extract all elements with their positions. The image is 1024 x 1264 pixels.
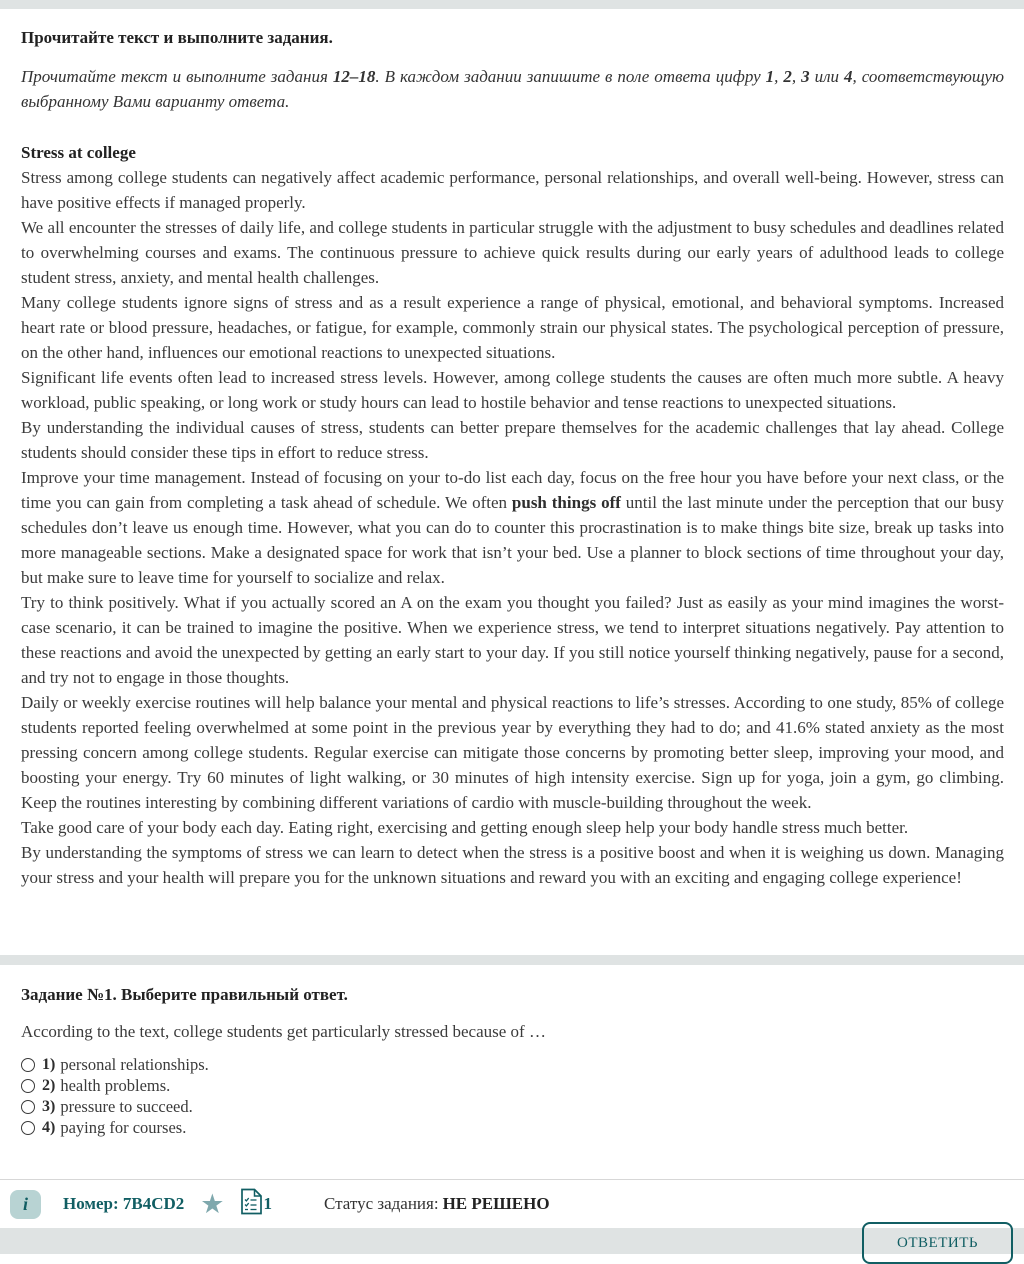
option-number: 4): [42, 1118, 56, 1136]
radio-button[interactable]: [21, 1100, 35, 1114]
section-divider-band: [0, 955, 1024, 965]
task-footer: [0, 1179, 1024, 1228]
article-title: Stress at college: [21, 143, 136, 162]
article-paragraph: Stress among college students can negatively affect academic performance, personal relationships, and overall well-being. However, stress can have positive effects if managed properly.: [21, 168, 1004, 212]
answer-option-4[interactable]: [21, 1117, 1004, 1138]
option-number: 2): [42, 1076, 56, 1094]
article-paragraph: Significant life events often lead to increased stress levels. However, among college students the causes are often much more subtle. A heavy workload, public speaking, or long work or study hours can lead to hostile behavior and tense reactions to unexpected situations.: [21, 368, 1004, 412]
option-label: paying for courses.: [60, 1117, 187, 1137]
digit-option: 4: [844, 67, 853, 86]
option-label: health problems.: [60, 1075, 171, 1095]
article-paragraph: We all encounter the stresses of daily life, and college students in particular struggle with the adjustment to busy schedules and deadlines related to overwhelming courses and exams. The continuous pressure to achieve quick results during our early years of adulthood leads to college student stress, anxiety, and mental health challenges.: [21, 218, 1004, 287]
radio-button[interactable]: [21, 1079, 35, 1093]
status-label: Статус задания:: [324, 1194, 439, 1213]
article: [21, 140, 1004, 890]
task-status: [324, 1194, 550, 1214]
reading-text-section: [0, 28, 1024, 890]
article-paragraph: By understanding the individual causes of stress, students can better prepare themselves for the academic challenges that lay ahead. College students should consider these tips in effort to reduce stress.: [21, 418, 1004, 462]
answer-option-1[interactable]: [21, 1054, 1004, 1075]
article-paragraph: By understanding the symptoms of stress we can learn to detect when the stress is a positive boost and when it is weighing us down. Managing your stress and your health will prepare you for the unknown situations and reward you with an exciting and engaging college experience!: [21, 843, 1004, 887]
answer-option-3[interactable]: [21, 1096, 1004, 1117]
option-label: pressure to succeed.: [60, 1096, 193, 1116]
info-icon[interactable]: i: [10, 1190, 41, 1219]
article-paragraph: Take good care of your body each day. Eating right, exercising and getting enough sleep help your body handle stress much better.: [21, 818, 909, 837]
question-prompt: According to the text, college students get particularly stressed because of …: [21, 1022, 546, 1041]
article-paragraph: Many college students ignore signs of stress and as a result experience a range of physical, emotional, and behavioral symptoms. Increased heart rate or blood pressure, headaches, or fatigue, for example, commonly strain our physical states. The psychological perception of pressure, on the other hand, influences our emotional reactions to unexpected situations.: [21, 293, 1004, 362]
answer-button[interactable]: ОТВЕТИТЬ: [862, 1222, 1013, 1264]
section-header: Прочитайте текст и выполните задания.: [21, 28, 333, 47]
instruction-text: Прочитайте текст и выполните задания 12–18. В каждом задании запишите в поле ответа цифру 1, 2, 3 или 4, соответствующую выбранному Вами варианту ответа.: [21, 67, 1005, 111]
task-list-icon: [240, 1188, 263, 1220]
emphasized-phrase: push things off: [511, 493, 621, 512]
attempts-count: 1: [263, 1194, 273, 1213]
task-range: 12–18: [332, 67, 376, 86]
article-paragraph: Improve your time management. Instead of focusing on your to-do list each day, focus on the free hour you have before your next class, or the time you can gain from completing a task ahead of schedule. We often push things off until the last minute under the perception that our busy schedules don’t leave us enough time. However, what you can do to counter this procrastination is to make things bite size, break up tasks into more manageable sections. Make a designated space for work that isn’t your bed. Use a planner to block sections of time throughout your day, but make sure to leave time for yourself to socialize and relax.: [21, 468, 1004, 587]
instruction-part: . В каждом задании запишите в поле ответа цифру: [375, 67, 766, 86]
digit-option: 3: [801, 67, 810, 86]
top-divider-band: [0, 0, 1024, 9]
task-number: Номер: 7B4CD2: [63, 1194, 185, 1213]
option-label: personal relationships.: [60, 1054, 209, 1074]
favorite-star-icon[interactable]: ★: [200, 1188, 225, 1219]
answer-options: [21, 1054, 1004, 1138]
answer-option-2[interactable]: [21, 1075, 1004, 1096]
question-title: Задание №1. Выберите правильный ответ.: [21, 985, 348, 1004]
instruction-part: Прочитайте текст и выполните задания: [21, 67, 333, 86]
question-section: [0, 965, 1024, 1138]
status-value: НЕ РЕШЕНО: [442, 1194, 550, 1213]
radio-button[interactable]: [21, 1121, 35, 1135]
radio-button[interactable]: [21, 1058, 35, 1072]
attempts-indicator: [240, 1188, 273, 1220]
option-number: 1): [42, 1055, 56, 1073]
article-paragraph: Try to think positively. What if you actually scored an A on the exam you thought you failed? Just as easily as your mind imagines the worst-case scenario, it can be trained to imagine the positive. When we experience stress, we tend to interpret situations negatively. Pay attention to these reactions and avoid the unexpected by getting an early start to your day. If you still notice yourself thinking negatively, pause for a second, and try not to engage in those thoughts.: [21, 593, 1004, 687]
option-number: 3): [42, 1097, 56, 1115]
article-paragraph: Daily or weekly exercise routines will help balance your mental and physical reactions to life’s stresses. According to one study, 85% of college students reported feeling overwhelmed at some point in the previous year by everything they had to do; and 41.6% stated anxiety as the most pressing concern among college students. Regular exercise can mitigate those concerns by promoting better sleep, improving your mood, and boosting your energy. Try 60 minutes of light walking, or 30 minutes of high intensity exercise. Sign up for yoga, join a gym, go climbing. Keep the routines interesting by combining different variations of cardio with muscle-building throughout the week.: [21, 693, 1004, 812]
digit-option: 2: [783, 67, 792, 86]
digit-option: 1: [765, 67, 775, 86]
